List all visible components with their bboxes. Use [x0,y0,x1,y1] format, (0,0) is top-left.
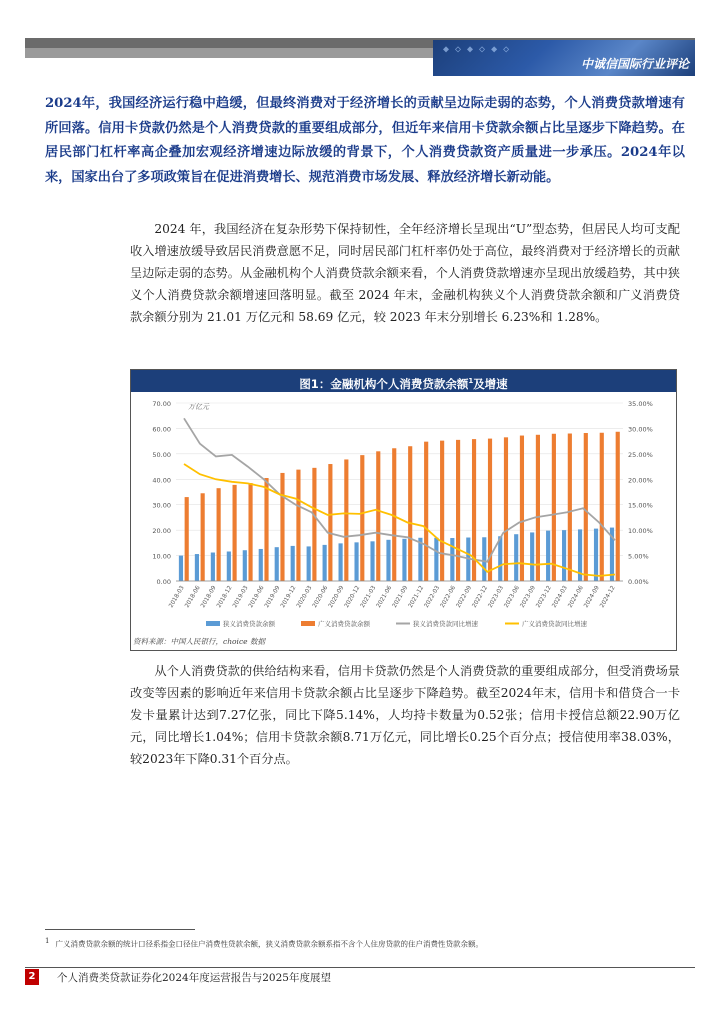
loan-balance-chart [131,393,676,631]
bar [259,549,263,581]
bar [217,488,221,581]
x-tick-label: 2020-06 [312,585,330,609]
brand-banner [433,40,695,76]
left-tick-label: 50.00 [152,450,171,459]
bar [594,529,598,581]
legend-swatch [301,621,315,626]
x-tick-label: 2020-03 [296,585,314,609]
x-tick-label: 2020-12 [344,585,362,609]
bar [227,552,231,581]
bar [233,485,237,581]
x-tick-label: 2018-03 [168,585,186,609]
x-tick-label: 2021-06 [375,585,394,609]
right-tick-label: 35.00% [628,400,653,408]
bar [440,441,444,581]
bar [546,531,550,581]
brand-decoration: ◆◇◆◇◆◇ [443,44,516,55]
bar [248,483,252,581]
bar [370,541,374,581]
right-tick-label: 15.00% [628,501,653,510]
left-tick-label: 0.00 [156,578,171,586]
x-tick-label: 2024-06 [567,585,585,609]
bar [536,435,540,581]
bar [386,540,390,581]
bar [280,473,284,581]
x-tick-label: 2023-06 [503,585,521,609]
right-tick-label: 5.00% [628,552,649,561]
bar [179,556,183,581]
bar [498,536,502,581]
x-tick-label: 2018-12 [216,585,234,609]
body-paragraph-2: 从个人消费贷款的供给结构来看，信用卡贷款仍然是个人消费贷款的重要组成部分，但受消费场景改变等因素的影响近年来信用卡贷款余额占比呈逐步下降趋势。截至2024年末，信用卡和借贷合一卡发卡量累计达到7.27亿张，同比下降5.14%，人均持卡数量为0.52张；信用卡授信总额22.90万亿元，同比增长1.04%；信用卡贷款余额8.71万亿元，同比增长0.25个百分点；授信使用率38.03%，较2023年下降0.31个百分点。 [130,664,680,766]
x-tick-label: 2022-09 [455,585,474,609]
x-tick-label: 2023-12 [535,585,553,609]
bar [520,436,524,581]
bar [354,542,358,581]
right-tick-label: 20.00% [628,476,653,485]
bar [211,553,215,581]
left-tick-label: 30.00 [152,501,171,510]
bar [408,446,412,581]
bar [323,545,327,581]
bar [201,493,205,581]
footnote [45,937,483,950]
footnote-divider [45,929,195,930]
bar [568,434,572,581]
bar [307,546,311,581]
legend-swatch [206,621,220,626]
bar [456,440,460,581]
bar [243,550,247,581]
left-tick-label: 70.00 [152,400,171,408]
left-tick-label: 20.00 [152,527,171,536]
x-tick-label: 2021-12 [407,585,426,609]
bar [504,437,508,581]
right-tick-label: 25.00% [628,450,653,459]
brand-title: 中诚信国际行业评论 [580,57,689,71]
bar [514,534,518,581]
bar [376,451,380,581]
bar [264,478,268,581]
x-tick-label: 2021-03 [359,585,378,609]
bar [584,433,588,581]
summary-paragraph: 2024年，我国经济运行稳中趋缓，但最终消费对于经济增长的贡献呈边际走弱的态势，个人消费贷款增速有所回落。信用卡贷款仍然是个人消费贷款的重要组成部分，但近年来信用卡贷款余额占比呈逐步下降趋势。在居民部门杠杆率高企叠加宏观经济增速边际放缓的背景下，个人消费贷款资产质量进一步承压。2024年以来，国家出台了多项政策旨在促进消费增长、规范消费市场发展、释放经济增长新动能。 [45,96,685,185]
bar [291,546,295,581]
footnote-mark: 1 [45,937,50,945]
footnote-text: 广义消费贷款余额的统计口径系指金口径住户消费性贷款余额，狭义消费贷款余额系指不含个人住房贷款的住户消费性贷款余额。 [55,939,483,949]
bar [275,547,279,581]
bar [482,537,486,581]
figure-title: 图1：金融机构个人消费贷款余额$^1$及增速 [131,370,676,392]
header-bar-secondary [25,48,433,58]
legend-label: 狭义消费贷款同比增速 [413,620,478,628]
x-tick-label: 2023-03 [487,585,505,609]
x-tick-label: 2022-03 [423,585,442,609]
bar [339,543,343,581]
right-tick-label: 0.00% [628,578,649,586]
legend-label: 广义消费贷款余额 [318,620,370,628]
x-tick-label: 2019-06 [248,585,266,609]
bar [434,538,438,581]
footer-title: 个人消费类贷款证券化2024年度运营报告与2025年度展望 [57,972,331,984]
x-tick-label: 2024-09 [583,585,601,609]
page-number: 2 [25,969,39,985]
x-tick-label: 2019-09 [264,585,282,609]
bar [312,468,316,581]
bar [418,538,422,581]
bar [296,470,300,581]
left-tick-label: 60.00 [152,425,171,434]
x-tick-label: 2021-09 [391,585,410,609]
bar [344,459,348,581]
x-tick-label: 2018-09 [200,585,218,609]
bar [530,532,534,581]
x-tick-label: 2022-06 [439,585,458,609]
x-tick-label: 2022-12 [471,585,490,609]
right-tick-label: 10.00% [628,527,653,536]
bar [552,434,556,581]
bar [616,432,620,581]
right-tick-label: 30.00% [628,425,653,434]
footer-divider [25,967,695,968]
x-tick-label: 2023-09 [519,585,537,609]
legend-label: 广义消费贷款同比增速 [522,620,587,628]
bar [424,442,428,581]
bar [328,464,332,581]
bar [402,539,406,581]
bar [450,538,454,581]
left-tick-label: 10.00 [152,552,171,561]
bar [600,433,604,581]
bar [562,530,566,581]
x-tick-label: 2024-03 [551,585,569,609]
bar [195,554,199,581]
figure-1 [130,369,677,651]
legend-label: 狭义消费贷款余额 [223,620,275,628]
x-tick-label: 2018-06 [184,585,202,609]
figure-source: 资料来源：中国人民银行，choice 数据 [133,637,265,646]
bar [360,455,364,581]
x-tick-label: 2019-03 [232,585,250,609]
unit-label: 万亿元 [188,403,209,411]
x-tick-label: 2019-12 [280,585,298,609]
bar [185,497,189,581]
x-tick-label: 2020-09 [328,585,346,609]
x-tick-label: 2024-12 [599,585,617,609]
left-tick-label: 40.00 [152,476,171,485]
body-paragraph-1: 2024 年，我国经济在复杂形势下保持韧性，全年经济增长呈现出“U”型态势，但居民人均可支配收入增速放缓导致居民消费意愿不足，同时居民部门杠杆率仍处于高位，最终消费对于经济增长的贡献呈边际走弱的态势。从金融机构个人消费贷款余额来看，个人消费贷款增速亦呈现出放缓趋势，其中狭义个人消费贷款余额增速回落明显。截至 2024 年末，金融机构狭义个人消费贷款余额和广义消费贷款余额分别为 21.01 万亿元和 58.69 亿元，较 2023 年末分别增长 6.23%和 1.28%。 [130,222,680,324]
